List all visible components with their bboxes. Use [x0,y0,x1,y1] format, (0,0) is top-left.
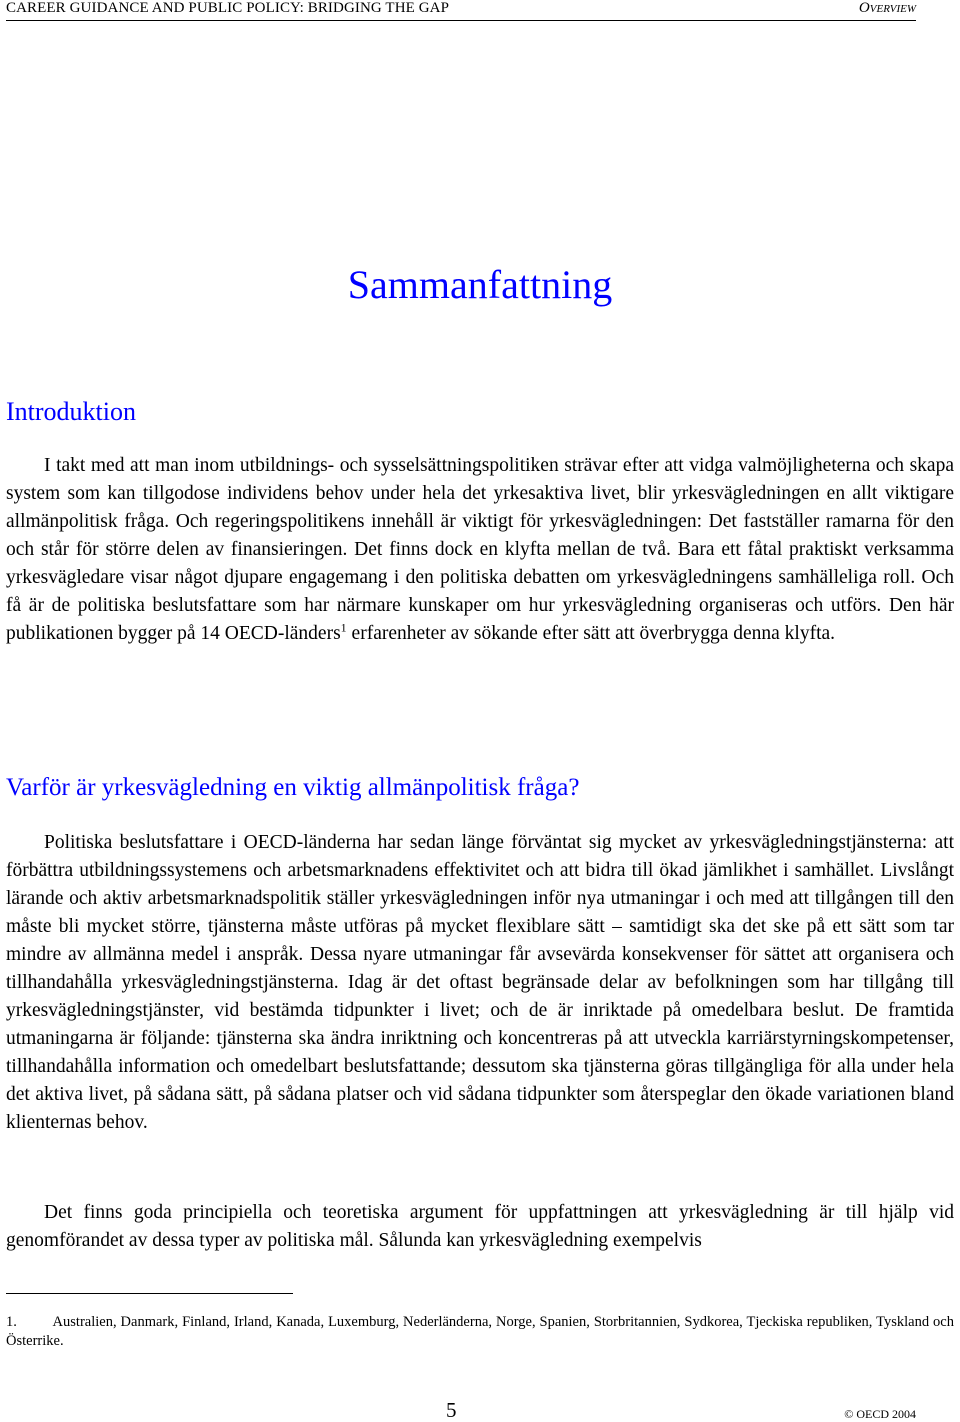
page-title: Sammanfattning [347,262,613,307]
copyright: © OECD 2004 [844,1407,916,1421]
running-header [6,0,916,21]
footnote: 1. Australien, Danmark, Finland, Irland, Kanada, Luxemburg, Nederländerna, Norge, Spanien, Storbritannien, Sydkorea, Tjeckiska republiken, Tyskland och Österrike. [6,1314,954,1349]
heading-why: Varför är yrkesvägledning en viktig allmänpolitisk fråga? [6,774,580,801]
paragraph-why-2: Det finns goda principiella och teoretiska argument för uppfattningen att yrkesvägledning är till hjälp vid genomförandet av dessa typer av politiska mål. Sålunda kan yrkesvägledning exempelvis [6,1202,954,1251]
header-title: CAREER GUIDANCE AND PUBLIC POLICY: BRIDGING THE GAP [6,0,450,16]
header-section-rest: VERVIEW [869,3,916,15]
header-section [859,0,916,17]
heading-introduktion: Introduktion [6,397,136,426]
header-section-initial: O [858,0,870,16]
page-number: 5 [446,1398,457,1422]
paragraph-why-1: Politiska beslutsfattare i OECD-länderna har sedan länge förväntat sig mycket av yrkesvägledningstjänsterna: att förbättra utbildningssystemens och arbetsmarknadens effektivitet och att bidra till ökad jämlikhet i samhället. Livslångt lärande och aktiv arbetsmarknadspolitik ställer yrkesvägledningen inför nya utmaningar i och med att tillgången till den måste bli mycket större, tjänsterna måste utföras på mycket flexiblare sätt – samtidigt ska det ske på ett sätt som tar mindre av allmänna medel i anspråk. Dessa nyare utmaningar får avsevärda konsekvenser för sättet att organisera och tillhandahålla yrkesvägledningstjänsterna. Idag är det oftast begränsade delar av befolkningen som har tillgång till yrkesvägledningstjänster, vid bestämda tidpunkter i livet; och de är inriktade på omedelbara beslut. De framtida utmaningarna är följande: tjänsterna ska ändra inriktning och koncentreras på att utveckla karriärstyrningskompetenser, tillhandahålla information och omedelbart beslutsfattande; dessutom ska tjänsterna göras tillgängliga för alla under hela det aktiva livet, på sådana sätt, på sådana platser och vid sådana tidpunkter som återspeglar den ökade variationen bland klienternas behov. [6,832,954,1133]
paragraph-intro-text: I takt med att man inom utbildnings- och sysselsättningspolitiken strävar efter att vidga valmöjligheterna och skapa system som kan tillgodose individens behov under hela det yrkesaktiva livet, blir yrkesvägledningen en allt viktigare allmänpolitisk fråga. Och regeringspolitikens innehåll är viktigt för yrkesvägledningen: Det fastställer ramarna för den och står för större delen av finansieringen. Det finns dock en klyfta mellan de två. Bara ett fåtal praktiskt verksamma yrkesvägledare visar något djupare engagemang i den politiska debatten om yrkesvägledningens samhälleliga roll. Och få är de politiska beslutsfattare som har närmare kunskaper om hur yrkesvägledning organiseras och utförs. Den här publikationen bygger på 14 OECD-länders [6,455,954,644]
footnote-reference: 1 [340,620,347,635]
footnote-divider [6,1293,293,1294]
paragraph-intro [6,452,954,648]
paragraph-intro-end: erfarenheter av sökande efter sätt att överbrygga denna klyfta. [346,623,836,644]
